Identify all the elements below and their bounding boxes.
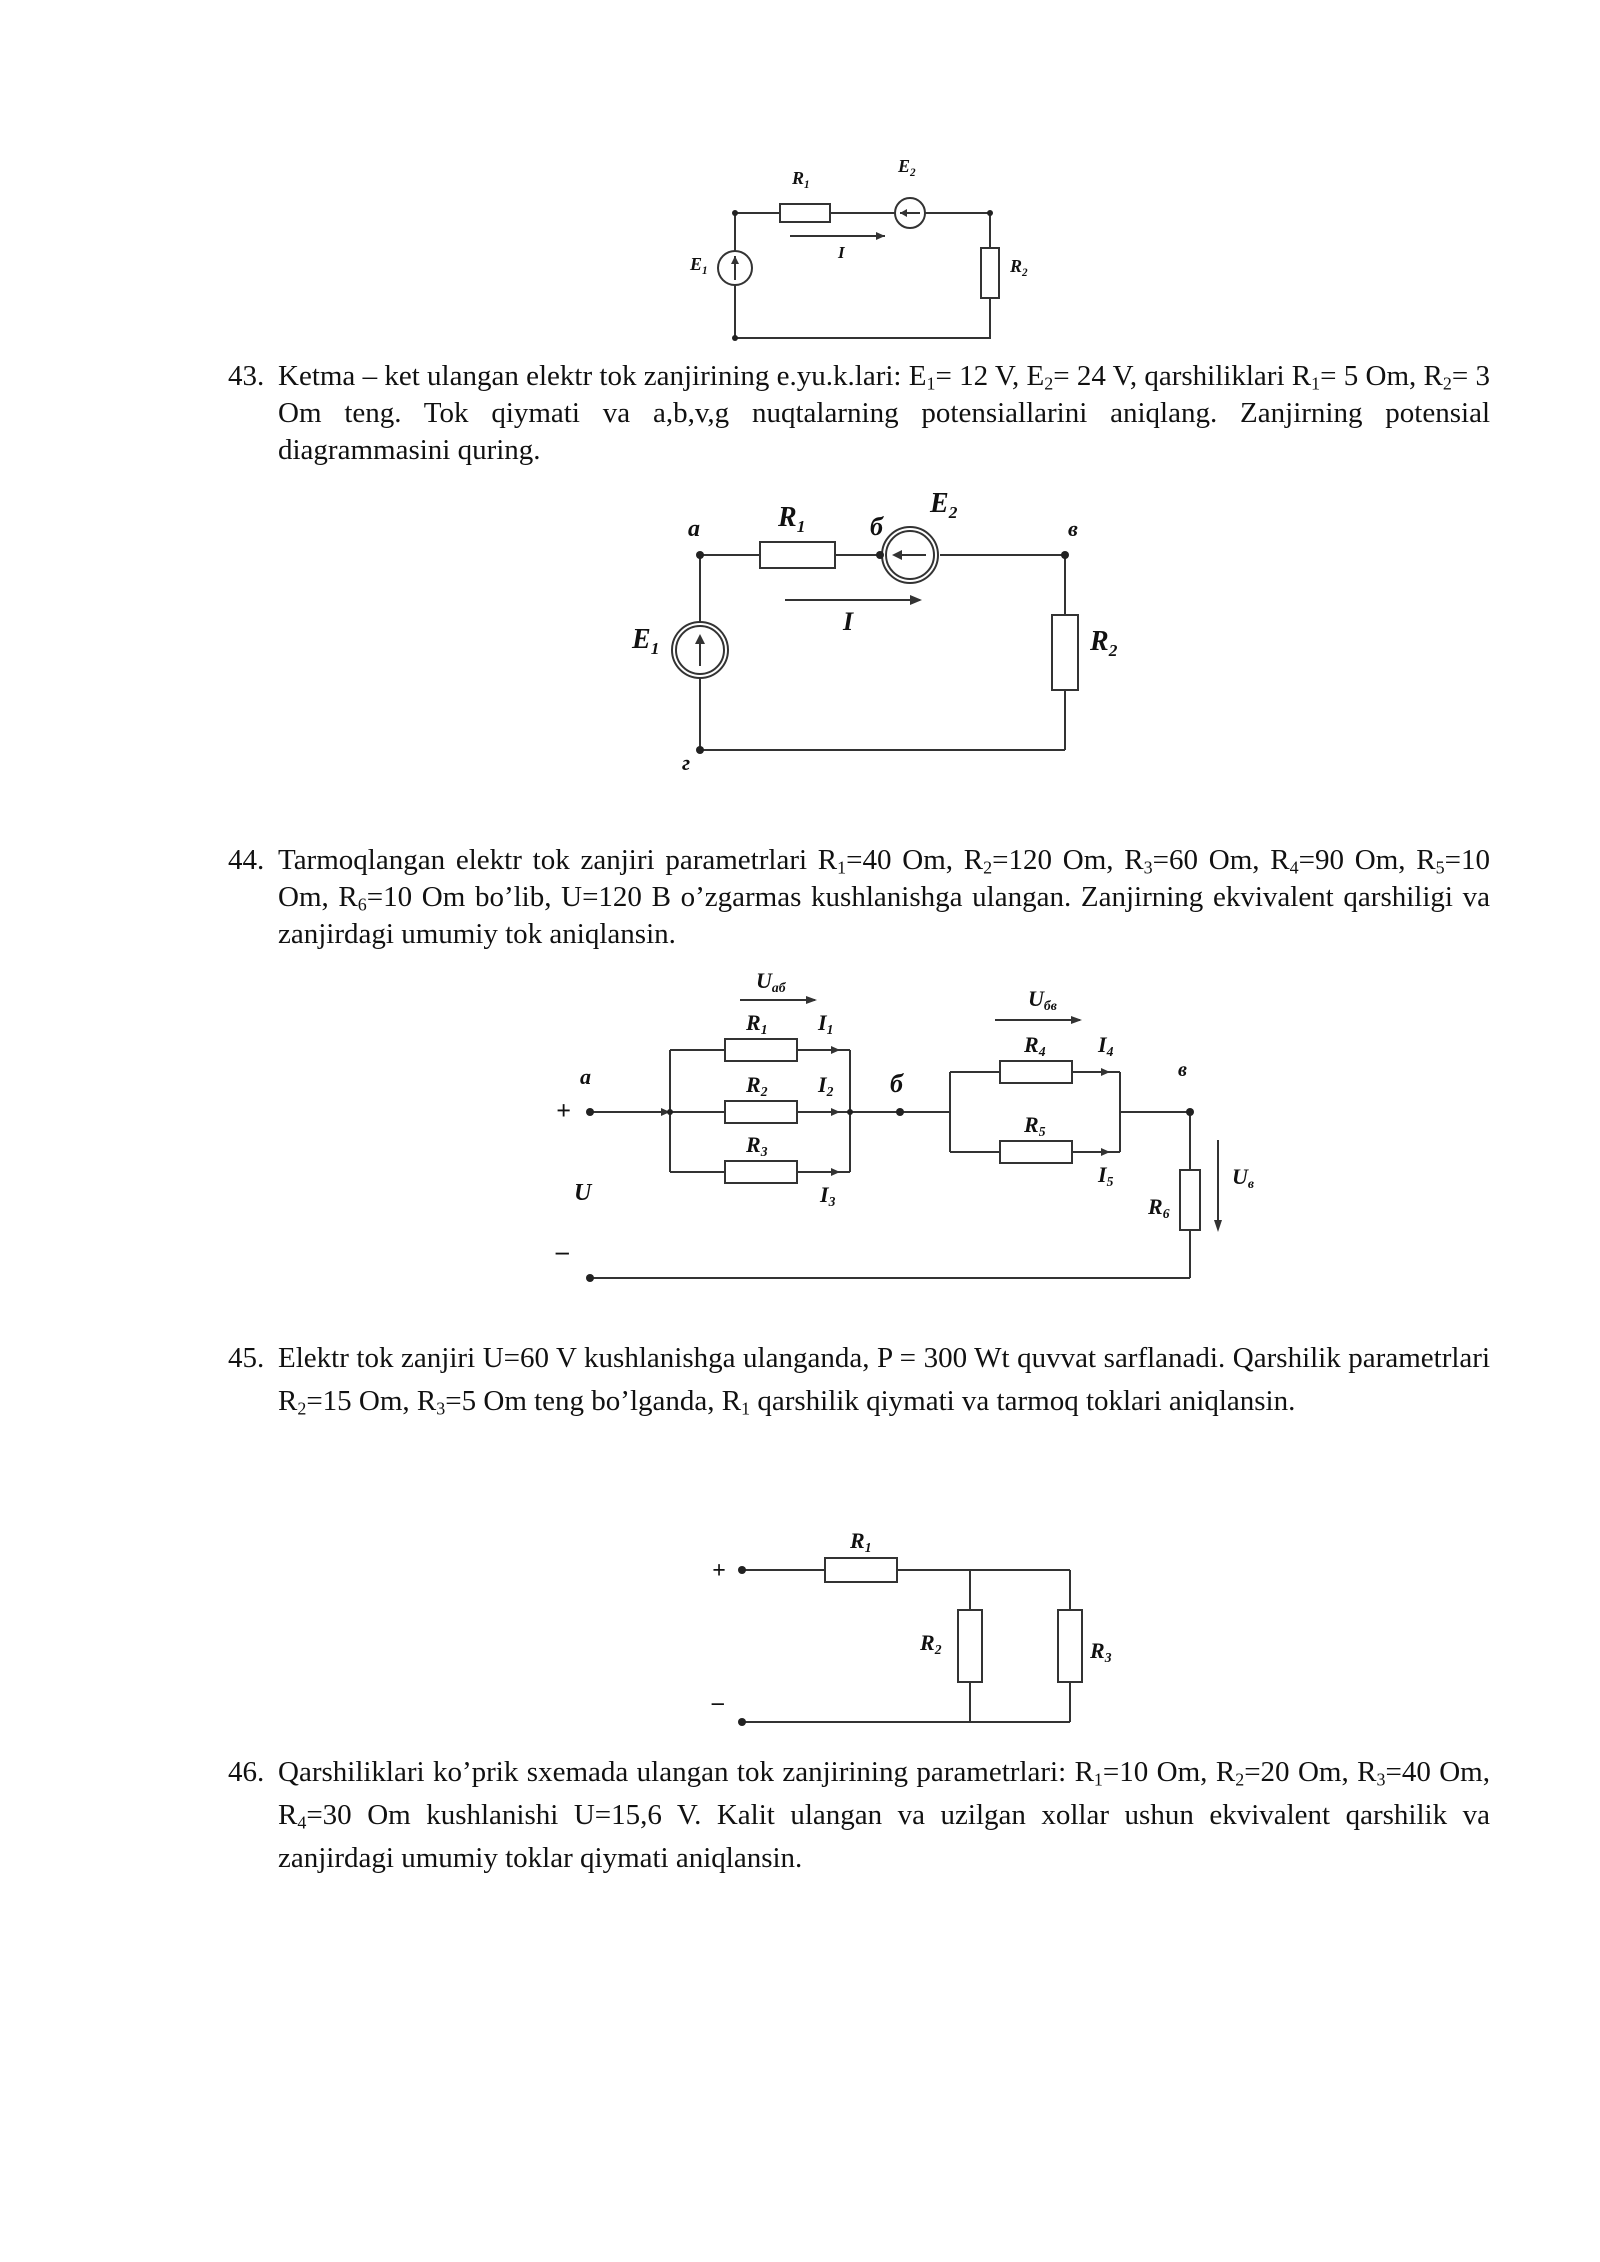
text-run: =120 Om, R (992, 844, 1144, 876)
label-r1: R1 (850, 1528, 872, 1555)
node (732, 335, 738, 341)
terminal-minus (738, 1718, 746, 1726)
label-r1: $R_1$ (778, 502, 806, 536)
problem-text (278, 1337, 1490, 1423)
label-node-a: a (688, 516, 700, 542)
text-run: Tarmoqlangan elektr tok zanjiri parametrlari R (278, 844, 838, 876)
label-plus: + (556, 1096, 571, 1125)
resistor-r3 (725, 1161, 797, 1183)
label-e1: $E_1$ (690, 254, 708, 277)
label-i2: I2 (818, 1072, 834, 1099)
node-a (586, 1108, 594, 1116)
label-voltage-u: U (574, 1180, 592, 1206)
text-run: Elektr tok zanjiri U=60 V kushlanishga ulanganda, P = 300 Wt quvvat sarflanadi. Qarshilik parametrlari R (278, 1342, 1490, 1417)
label-e2: $E_2$ (930, 488, 958, 522)
text-run: =5 Om teng bo’lganda, R (445, 1385, 742, 1417)
problem-text (278, 358, 1490, 469)
label-r1: $R_1$ (792, 168, 810, 191)
label-r2: R2 (920, 1630, 942, 1657)
label-i3: I3 (820, 1182, 836, 1209)
subscript: 5 (1435, 857, 1445, 878)
subscript: 2 (1235, 1769, 1245, 1790)
voltage-arrowhead-uab (806, 996, 817, 1004)
node-v (1061, 551, 1069, 559)
resistor-r2 (1052, 615, 1078, 690)
label-r2: $R_2$ (1090, 626, 1118, 660)
node (847, 1109, 853, 1115)
label-r2: $R_2$ (1010, 256, 1028, 279)
text-run: = 3 Om teng. Tok qiymati va a,b,v,g nuqtalarning potensiallarini aniqlang. Zanjirning potensial diagrammasini quring. (278, 360, 1491, 466)
circuit-figure-1 (680, 158, 1040, 358)
node (732, 210, 738, 216)
label-current: I (838, 243, 845, 262)
text-run: Qarshiliklari ko’prik sxemada ulangan tok zanjirining parametrlari: R (278, 1756, 1094, 1788)
circuit-figure-3-svg (550, 960, 1290, 1290)
label-ubv: Uбв (1028, 986, 1057, 1013)
subscript: 1 (1311, 373, 1321, 394)
label-minus: – (712, 1690, 724, 1716)
resistor-r2 (725, 1101, 797, 1123)
text-run: =30 Om kushlanishi U=15,6 V. Kalit ulangan va uzilgan xollar ushun ekvivalent qarshilik va zanjirdagi umumiy toklar qiymati aniqlansin. (278, 1799, 1490, 1874)
text-run: = 24 V, qarshiliklari R (1053, 360, 1312, 392)
label-r1: R1 (746, 1010, 768, 1037)
label-i1: I1 (818, 1010, 834, 1037)
current-arrowhead-i3 (831, 1168, 840, 1176)
subscript: 2 (983, 857, 993, 878)
node-minus (586, 1274, 594, 1282)
problem-46 (228, 1751, 1490, 1880)
node-b (876, 551, 884, 559)
problem-number: 43. (228, 360, 265, 392)
node-v (1186, 1108, 1194, 1116)
subscript: 2 (1044, 373, 1054, 394)
wire (735, 213, 990, 338)
circuit-figure-4-svg (700, 1500, 1120, 1740)
node-g (696, 746, 704, 754)
problem-text (278, 842, 1490, 953)
resistor-r6 (1180, 1170, 1200, 1230)
subscript: 1 (926, 373, 936, 394)
node-b (896, 1108, 904, 1116)
label-node-b: б (890, 1069, 903, 1098)
label-i4: I4 (1098, 1032, 1114, 1059)
label-current: I (843, 607, 854, 636)
label-node-v: в (1068, 516, 1078, 541)
label-node-g: г (682, 750, 691, 775)
circuit-figure-3 (550, 960, 1290, 1290)
terminal-plus (738, 1566, 746, 1574)
label-e1: $E_1$ (632, 624, 660, 658)
problem-44 (228, 842, 1490, 953)
circuit-figure-2 (630, 490, 1120, 780)
subscript: 4 (297, 1812, 307, 1833)
subscript: 1 (837, 857, 847, 878)
node (667, 1109, 673, 1115)
subscript: 2 (1442, 373, 1452, 394)
text-run: Ketma – ket ulangan elektr tok zanjirining e.yu.k.lari: E (278, 360, 927, 392)
subscript: 1 (1093, 1769, 1103, 1790)
circuit-figure-1-svg (680, 158, 1040, 358)
voltage-arrowhead-uv (1214, 1220, 1222, 1232)
current-arrowhead-i2 (831, 1108, 840, 1116)
problem-number: 45. (228, 1342, 265, 1374)
circuit-figure-2-svg (630, 490, 1120, 780)
resistor-r1 (760, 542, 835, 568)
text-run: =60 Om, R (1152, 844, 1290, 876)
text-run: =40 Om, R (278, 1756, 1490, 1831)
label-node-b: б (870, 512, 883, 541)
current-arrowhead-i4 (1101, 1068, 1110, 1076)
node-a (696, 551, 704, 559)
label-uab: Uаб (756, 968, 786, 995)
subscript: 4 (1289, 857, 1299, 878)
label-node-a: a (580, 1064, 591, 1089)
label-e2: $E_2$ (898, 156, 916, 179)
label-r2: R2 (746, 1072, 768, 1099)
circuit-figure-4 (700, 1500, 1120, 1740)
subscript: 1 (741, 1398, 751, 1419)
label-r3: R3 (746, 1132, 768, 1159)
current-arrowhead-i5 (1101, 1148, 1110, 1156)
problem-number: 44. (228, 844, 265, 876)
label-r6: R6 (1148, 1194, 1170, 1221)
label-r4: R4 (1024, 1032, 1046, 1059)
text-run: qarshilik qiymati va tarmoq toklari aniqlansin. (750, 1385, 1296, 1417)
current-arrowhead-i1 (831, 1046, 840, 1054)
current-arrowhead (910, 595, 922, 605)
problem-text (278, 1751, 1490, 1880)
label-node-v: в (1178, 1059, 1187, 1081)
resistor-r1 (725, 1039, 797, 1061)
label-uv: Uв (1232, 1164, 1254, 1191)
problem-number: 46. (228, 1756, 265, 1788)
problem-43 (228, 358, 1490, 469)
resistor-r4 (1000, 1061, 1072, 1083)
text-run: =20 Om, R (1244, 1756, 1377, 1788)
label-r5: R5 (1024, 1112, 1046, 1139)
subscript: 6 (357, 894, 367, 915)
resistor-r5 (1000, 1141, 1072, 1163)
resistor-r3 (1058, 1610, 1082, 1682)
current-arrowhead (876, 232, 885, 240)
text-run: =10 Om bo’lib, U=120 B o’zgarmas kushlanishga ulangan. Zanjirning ekvivalent qarshiligi va zanjirdagi umumiy tok aniqlansin. (278, 881, 1490, 950)
resistor-r2 (958, 1610, 982, 1682)
text-run: =40 Om, R (846, 844, 984, 876)
text-run: =10 Om, R (278, 844, 1490, 913)
text-run: =90 Om, R (1298, 844, 1436, 876)
text-run: =15 Om, R (306, 1385, 437, 1417)
text-run: = 12 V, E (935, 360, 1045, 392)
subscript: 3 (436, 1398, 446, 1419)
subscript: 3 (1376, 1769, 1386, 1790)
label-r3: R3 (1090, 1638, 1112, 1665)
node (987, 210, 993, 216)
label-minus: – (556, 1237, 569, 1266)
resistor-r1 (780, 204, 830, 222)
resistor-r1 (825, 1558, 897, 1582)
subscript: 3 (1143, 857, 1153, 878)
text-run: =10 Om, R (1102, 1756, 1236, 1788)
label-i5: I5 (1098, 1162, 1114, 1189)
voltage-arrowhead-ubv (1071, 1016, 1082, 1024)
resistor-r2 (981, 248, 999, 298)
subscript: 2 (297, 1398, 307, 1419)
text-run: = 5 Om, R (1320, 360, 1443, 392)
label-plus: + (712, 1558, 726, 1584)
problem-45 (228, 1337, 1490, 1423)
